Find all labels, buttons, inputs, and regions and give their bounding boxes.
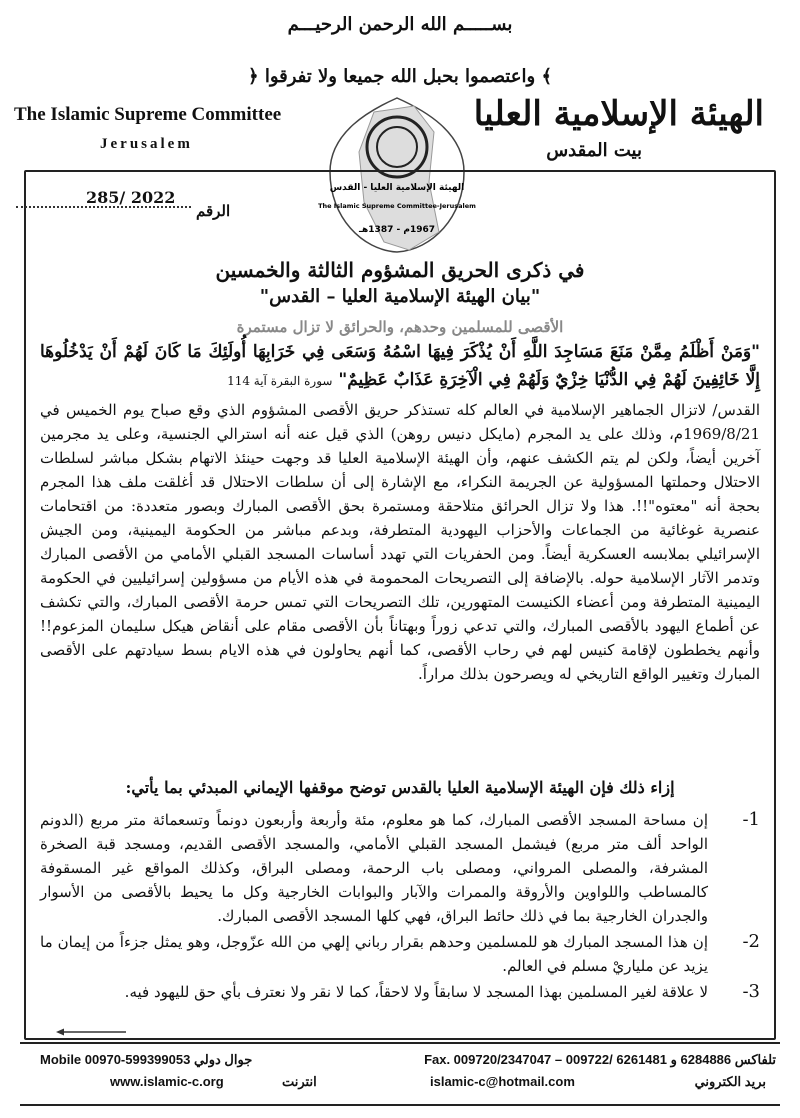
list-item xyxy=(40,930,760,978)
org-name-arabic: الهيئة الإسلامية العليا xyxy=(473,94,764,134)
continue-arrow-icon xyxy=(56,1028,126,1036)
quran-quote xyxy=(40,338,760,395)
statement-subtitle: "بيان الهيئة الإسلامية العليا – القدس" xyxy=(259,286,541,307)
seal-year-text: 1967م - 1387هـ xyxy=(358,225,436,235)
city-name-english: Jerusalem xyxy=(100,136,193,152)
statement-tagline: الأقصى للمسلمين وحدهم، والحرائق لا تزال مستمرة xyxy=(236,318,564,336)
points-heading: إزاء ذلك فإن الهيئة الإسلامية العليا بالقدس توضح موقفها الإيماني المبدئي بما يأتي: xyxy=(125,778,675,797)
reference-dotted-line xyxy=(16,206,191,208)
reference-label: الرقم xyxy=(196,202,231,220)
statement-title: في ذكرى الحريق المشؤوم الثالثة والخمسين xyxy=(215,258,585,282)
email-link[interactable]: islamic-c@hotmail.com xyxy=(430,1074,575,1089)
footer-contact xyxy=(20,1042,780,1106)
quran-text: "وَمَنْ أَظْلَمُ مِمَّنْ مَنَعَ مَسَاجِدَ اللَّهِ أَنْ يُذْكَرَ فِيهَا اسْمُهُ وَسَعَى فِي خَرَابِهَا أُولَئِكَ مَا كَانَ لَهُمْ أَنْ يَدْخُلُوهَا إِلَّا خَائِفِينَ لَهُمْ فِي الدُّنْيَا خِزْيٌ وَلَهُمْ فِي الْآخِرَةِ عَذَابٌ عَظِيمٌ" xyxy=(40,342,760,390)
quran-reference: سورة البقرة آية 114 xyxy=(227,374,333,388)
point-number: 2- xyxy=(742,931,760,952)
points-list xyxy=(40,808,760,1006)
list-item xyxy=(40,980,760,1004)
list-item xyxy=(40,808,760,928)
org-name-english: The Islamic Supreme Committee xyxy=(14,104,282,125)
point-number: 1- xyxy=(742,809,760,830)
phone-fax-numbers: تلفاكس 6284886 و 6261481 /009722 – Fax. 009720/2347047 xyxy=(424,1052,776,1067)
point-text: إن هذا المسجد المبارك هو للمسلمين وحدهم بقرار رباني إلهي من الله عزّوجل، وهو يمثل جزءاً من إيمان ما يزيد عن ملياريْ مسلم في العالم. xyxy=(40,933,708,975)
header-verse: ﴿ واعتصموا بحبل الله جميعا ولا تفرقوا ﴾ xyxy=(248,66,552,87)
email-label: بريد الكتروني xyxy=(694,1074,766,1089)
seal-english-text: The Islamic Supreme Committee-Jerusalem xyxy=(318,202,476,210)
reference-number: 285/ 2022 xyxy=(86,188,176,207)
point-number: 3- xyxy=(742,981,760,1002)
seal-arabic-text: الهيئة الإسلامية العليا - القدس xyxy=(329,183,465,193)
mobile-number: جوال دولي Mobile 00970-599399053 xyxy=(40,1052,253,1067)
point-text: لا علاقة لغير المسلمين بهذا المسجد لا سابقاً ولا لاحقاً، كما لا نقر ولا نعترف بأي حق لليهود فيه. xyxy=(124,983,708,1001)
point-text: إن مساحة المسجد الأقصى المبارك، كما هو معلوم، مئة وأربعة وأربعون دونماً وتسعمائة متر مربع (الدونم الواحد ألف متر مربع) فيشمل المسجد القبلي الأمامي، والمسجد الأقصى القديم، ومسجد قبة الصخرة المشرفة، والمصلى المرواني، ومصلى باب الرحمة، ومصلى البراق، وكذلك المواقع غير المسقوفة كالمساطب واللواوين والأروقة والممرات والآبار والبوابات الخارجية وكل ما يحيط بالأقصى من الأسوار والجدران الخارجية بما في ذلك حائط البراق، فهي كلها المسجد الأقصى المبارك. xyxy=(40,811,708,925)
statement-body: القدس/ لاتزال الجماهير الإسلامية في العالم كله تستذكر حريق الأقصى المشؤوم الذي وقع صباح يوم الخميس في 1969/8/21م، وذلك على يد المجرم (مايكل دنيس روهن) الذي قيل عنه أنه استرالي الجنسية، وعلى يد مجرمين آخرين أيضاً، ولكن لم يتم الكشف عنهم، وأن الهيئة الإسلامية العليا قد وجهت حينئذ الاتهام بشكل مباشر لسلطات الاحتلال وحملتها المسؤولية عن الجريمة النكراء، مع الإشارة إلى أن سلطات الاحتلال قد أغلقت ملف هذا المجرم بحجة أنه "معتوه"!!. هذا ولا تزال الحرائق متلاحقة ومستمرة بحق الأقصى المبارك وبصور متعددة: من اقتحامات عنصرية غوغائية من الجماعات والأحزاب اليهودية المتطرفة، وبدعم مباشر من الحكومة اليمينية، ومن الجيش الإسرائيلي بملابسه العسكرية أيضاً. ومن الحفريات التي تهدد أساسات المسجد القبلي الأمامي من الأقصى المبارك وتدمر الآثار الإسلامية حوله. بالإضافة إلى التصريحات المحمومة في هذه الأيام من مسؤولين إسرائيليين في الحكومة اليمينية المتطرفة ومن أعضاء الكنيست المتهورين، تلك التصريحات التي تمس حرمة الأقصى المبارك، والتي تكشف عن أطماع اليهود بالأقصى المبارك، والتي تدعي زوراً وبهتاناً بأن الأقصى مقام على أنقاض هيكل سليمان المزعوم!! وأنهم يخططون لإقامة كنيس لهم في رحاب الأقصى، كما أنهم يحاولون في هذه الايام بسط سيادتهم على الأقصى المبارك وتغيير الواقع التاريخي له ويصرحون بذلك مراراً. xyxy=(40,401,760,683)
city-name-arabic: بيت المقدس xyxy=(546,140,642,161)
website-label: انترنت xyxy=(282,1074,317,1089)
website-link[interactable]: www.islamic-c.org xyxy=(110,1074,224,1089)
basmala: بســـــم الله الرحمن الرحيـــم xyxy=(287,14,513,35)
